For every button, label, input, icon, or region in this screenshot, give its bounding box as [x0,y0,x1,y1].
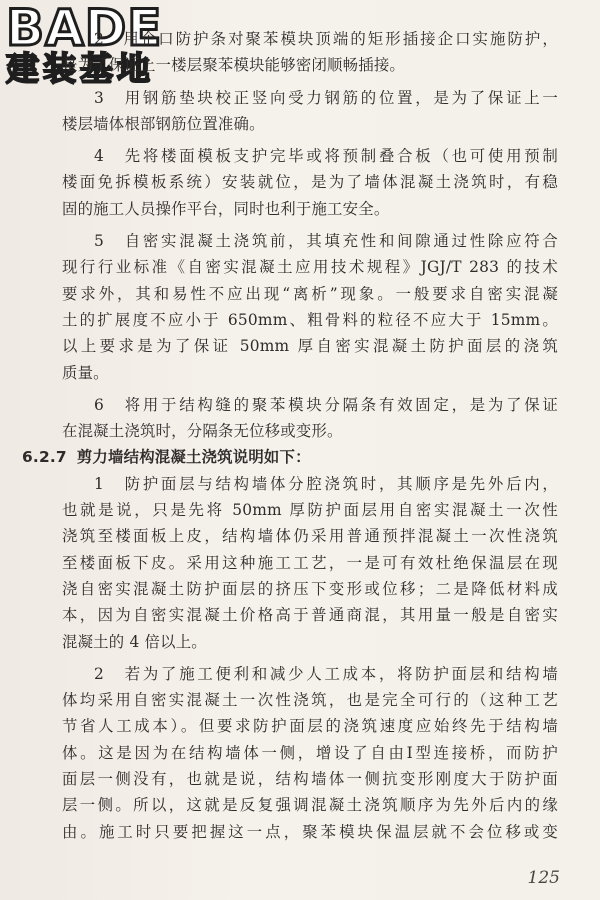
paragraph-6 [62,392,558,445]
paragraph-3 [62,85,558,138]
paragraph-4 [62,143,558,222]
text-line: 2 用企口防护条对聚苯模块顶端的矩形插接企口实施防护， [94,30,558,48]
text-line: 4 先将楼面模板支护完毕或将预制叠合板（也可使用预制 [94,147,558,166]
text-line: 混凝土的 4 倍以上。 [62,632,207,651]
text-line: 在混凝土浇筑时，分隔条无位移或变形。 [62,422,343,441]
text-line: 至楼面板下皮。采用这种施工工艺，一是可有效杜绝保温层在现 [62,553,558,572]
text-line: 要求外，其和易性不应出现“离析”现象。一般要求自密实混凝 [62,284,558,303]
text-line: 浇筑至楼面板上皮，结构墙体仍采用普通预拌混凝土一次性浇筑 [62,527,558,546]
section-number: 6.2.7 [22,448,67,467]
text-line: 体均采用自密实混凝土一次性浇筑，也是完全可行的（这种工艺 [62,691,558,710]
page-number: 125 [527,868,560,888]
paragraph-2 [62,26,558,79]
text-line: 1 防护面层与结构墙体分腔浇筑时，其顺序是先外后内， [94,474,558,493]
text-line: 浇自密实混凝土防护面层的挤压下变形或位移；二是降低材料成 [62,579,558,598]
section-heading [22,444,558,470]
page-body [22,26,558,845]
text-line: 5 自密实混凝土浇筑前，其填充性和间隙通过性除应符合 [94,232,558,251]
section-paragraph-1 [62,471,558,655]
text-line: 楼面免拆模板系统）安装就位，是为了墙体混凝土浇筑时，有稳 [62,173,558,192]
section-title: 剪力墙结构混凝土浇筑说明如下： [76,448,311,467]
text-line: 以上要求是为了保证 50mm 厚自密实混凝土防护面层的浇筑 [62,337,558,356]
text-line: 6 将用于结构缝的聚苯模块分隔条有效固定，是为了保证 [94,395,558,414]
text-line: 面层一侧没有，也就是说，结构墙体一侧抗变形刚度大于防护面 [62,770,558,789]
text-line: 也就是说，只是先将 50mm 厚防护面层用自密实混凝土一次性 [62,501,558,520]
text-line: 体。这是因为在结构墙体一侧，增设了自由Ⅰ型连接桥，而防护 [62,743,558,762]
text-line: 现行行业标准《自密实混凝土应用技术规程》JGJ/T 283 的技术 [62,258,558,277]
section-paragraph-2 [62,661,558,845]
text-line: 是为了保证上一楼层聚苯模块能够密闭顺畅插接。 [62,56,405,75]
text-line: 质量。 [62,363,109,382]
paragraph-5 [62,228,558,386]
text-line: 土的扩展度不应小于 650mm、粗骨料的粒径不应大于 15mm。 [62,310,558,329]
text-line: 固的施工人员操作平台，同时也利于施工安全。 [62,199,390,218]
text-line: 节省人工成本）。但要求防护面层的浇筑速度应始终先于结构墙 [62,717,558,736]
text-line: 本，因为自密实混凝土价格高于普通商混，其用量一般是自密实 [62,606,558,625]
text-line: 由。施工时只要把握这一点，聚苯模块保温层就不会位移或变 [62,822,558,841]
text-line: 2 若为了施工便利和减少人工成本，将防护面层和结构墙 [94,664,558,683]
watermark-brand: BADE [6,0,163,57]
text-line: 楼层墙体根部钢筋位置准确。 [62,114,265,133]
watermark-subtitle: 建装基地 [6,49,154,88]
text-line: 层一侧。所以，这就是反复强调混凝土浇筑顺序为先外后内的缘 [62,796,558,815]
text-line: 3 用钢筋垫块校正竖向受力钢筋的位置，是为了保证上一 [94,88,558,107]
